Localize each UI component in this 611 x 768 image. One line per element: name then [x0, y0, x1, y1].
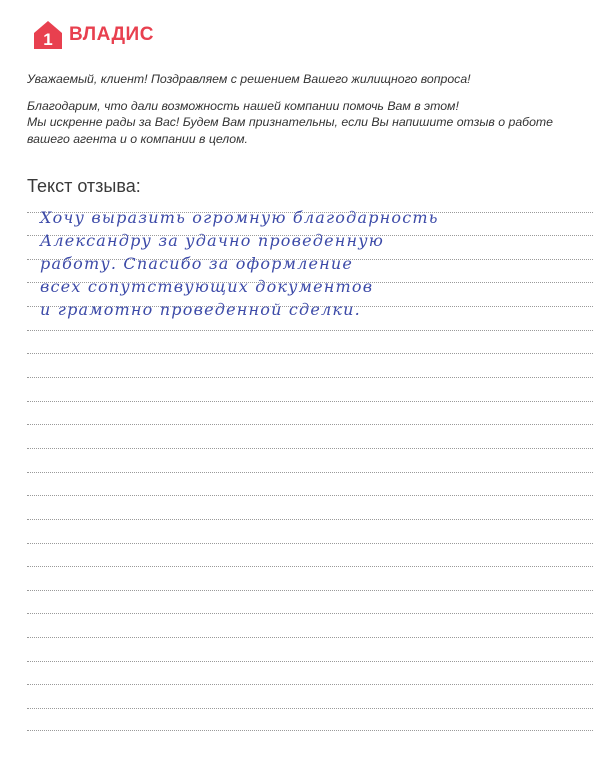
writing-line — [27, 730, 593, 731]
writing-line — [27, 590, 593, 591]
writing-line — [27, 566, 593, 567]
writing-line — [27, 684, 593, 685]
intro-line-2: Мы искренне рады за Вас! Будем Вам признательны, если Вы напишите отзыв о работе — [27, 115, 554, 129]
writing-line — [27, 353, 593, 354]
intro-line-3: вашего агента и о компании в целом. — [27, 131, 248, 146]
writing-line — [27, 708, 593, 709]
writing-line — [27, 543, 593, 544]
writing-line — [27, 495, 593, 496]
writing-line — [27, 472, 593, 473]
review-line: Хочу выразить огромную благодарность — [40, 208, 439, 227]
writing-line — [27, 613, 593, 614]
intro-line-1: Благодарим, что дали возможность нашей компании помочь Вам в этом! — [27, 98, 459, 113]
writing-line — [27, 377, 593, 378]
review-line: работу. Спасибо за оформление — [40, 254, 354, 273]
review-line: всех сопутствующих документов — [40, 277, 374, 296]
review-line: Александру за удачно проведенную — [40, 231, 385, 250]
handwritten-review — [40, 206, 540, 321]
logo-badge-number: 1 — [43, 30, 53, 49]
review-line: и грамотно проведенной сделки. — [40, 300, 361, 319]
writing-line — [27, 424, 593, 425]
greeting-line: Уважаемый, клиент! Поздравляем с решением Вашего жилищного вопроса! — [27, 72, 471, 86]
review-heading: Текст отзыва: — [27, 176, 141, 196]
writing-line — [27, 637, 593, 638]
logo-name: ВЛАДИС — [69, 24, 154, 45]
writing-lines — [27, 0, 593, 768]
writing-line — [27, 519, 593, 520]
writing-line — [27, 448, 593, 449]
writing-line — [27, 401, 593, 402]
writing-line — [27, 330, 593, 331]
writing-line — [27, 661, 593, 662]
